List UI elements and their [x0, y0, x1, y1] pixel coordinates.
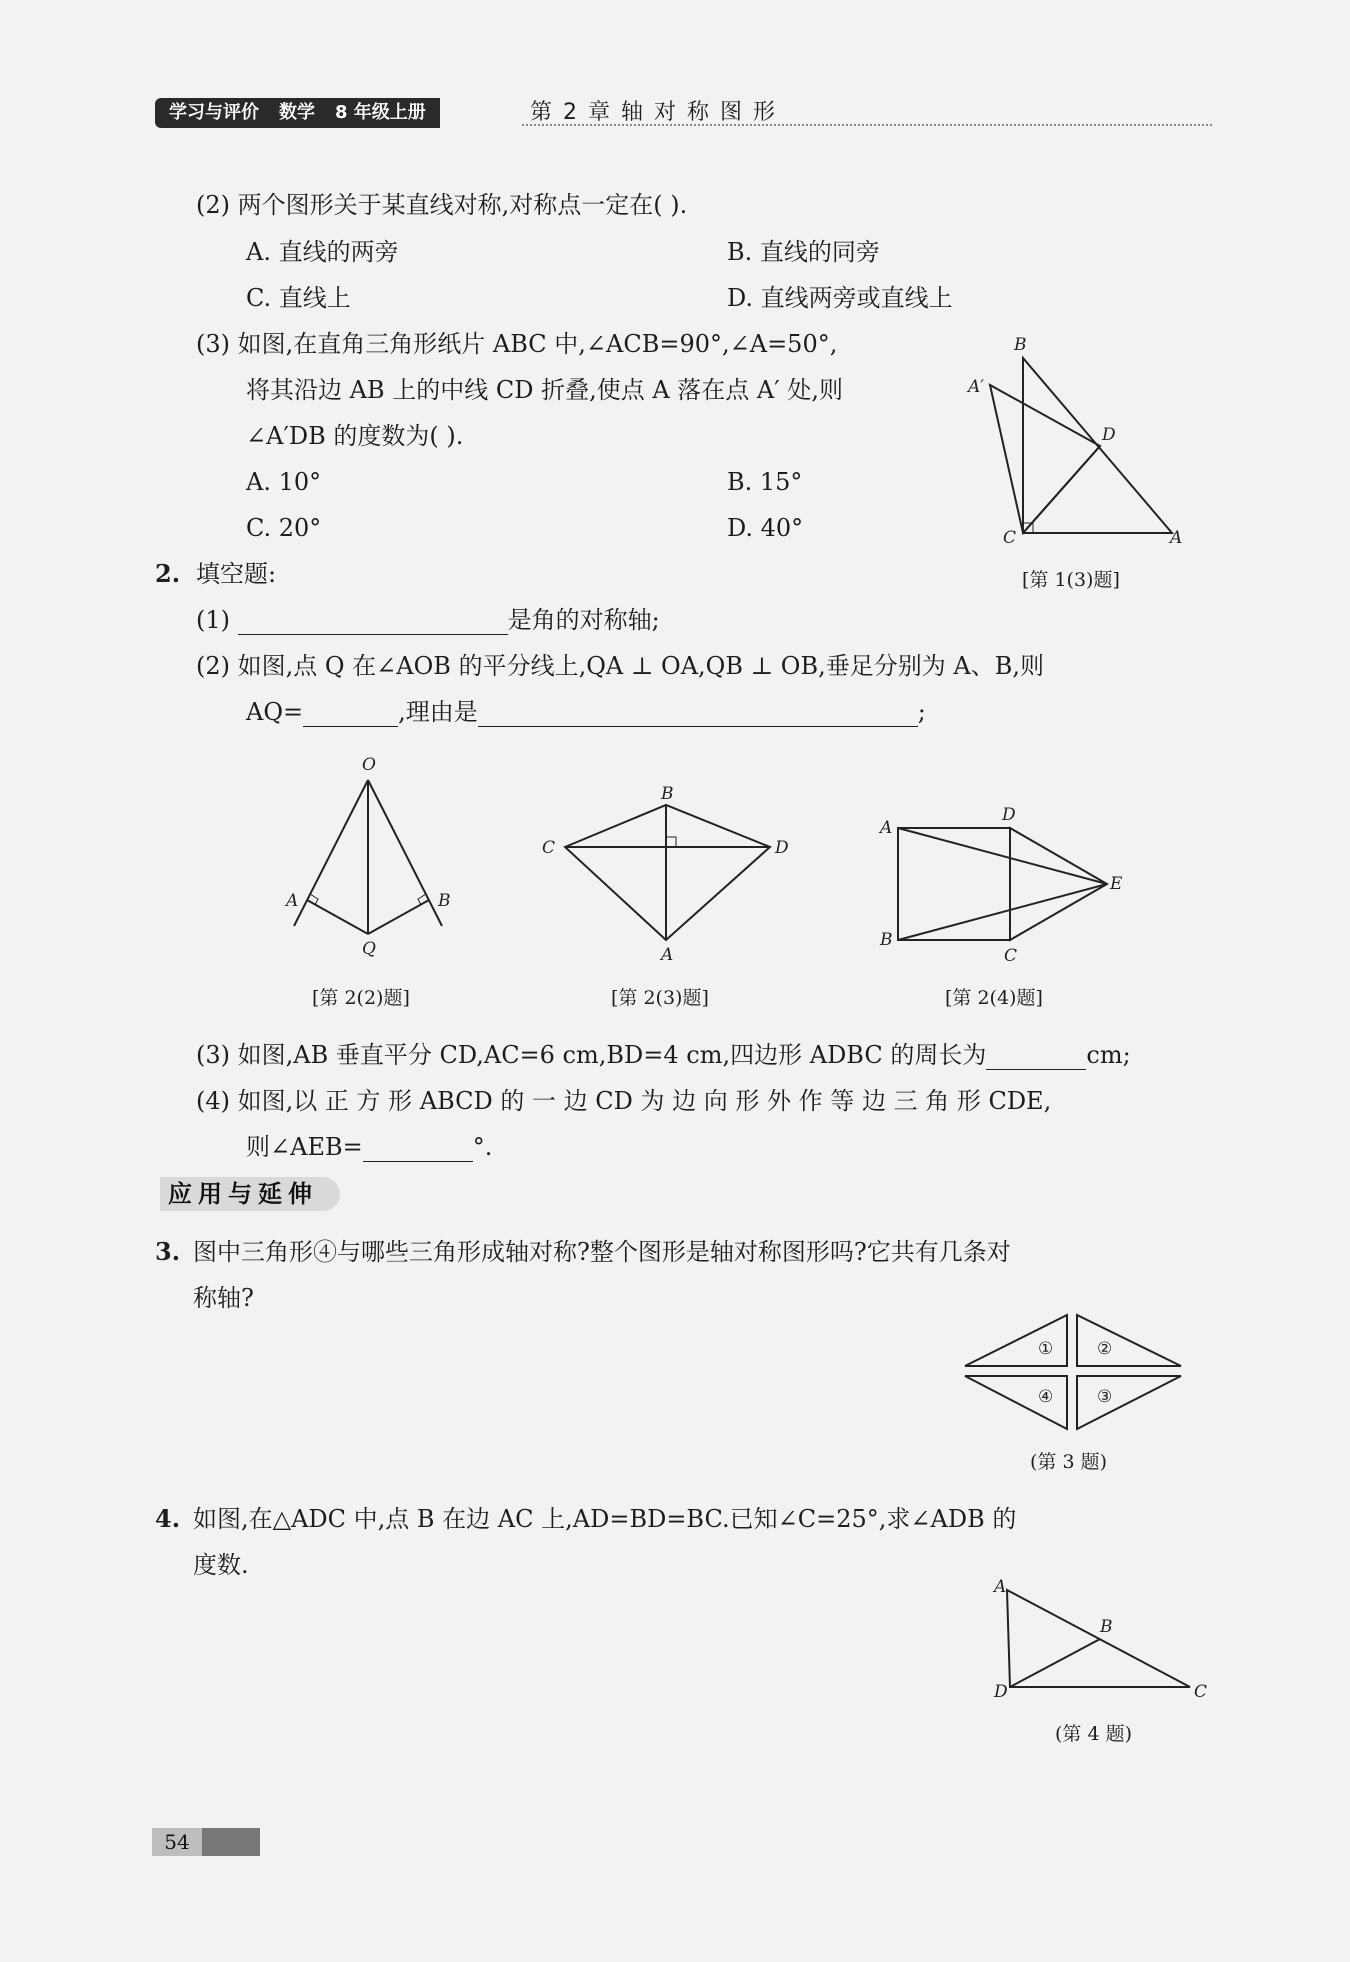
- q2-2-line1: (2) 如图,点 Q 在∠AOB 的平分线上,QA ⊥ OA,QB ⊥ OB,垂足分别为 A、B,则: [196, 652, 1044, 680]
- q2-1-answer-blank[interactable]: [238, 608, 508, 635]
- q1-3-line3: ∠A′DB 的度数为( ).: [246, 422, 464, 450]
- segment-bd: [1010, 1639, 1100, 1687]
- q2-4-suffix: °.: [472, 1133, 493, 1161]
- header-rule: [522, 124, 1212, 126]
- q3-number: 3.: [155, 1237, 181, 1266]
- q2-title: 填空题:: [196, 560, 277, 588]
- label-4: ④: [1038, 1387, 1054, 1407]
- folded-triangle: [990, 385, 1100, 533]
- figure-2-2: [270, 750, 470, 970]
- segment-be: [898, 884, 1107, 940]
- q2-4-prefix: 则∠AEB=: [246, 1133, 363, 1161]
- q2-2-aq: AQ=: [246, 698, 304, 726]
- q2-1-row: [196, 605, 660, 635]
- triangle-3: [1077, 1376, 1181, 1429]
- book-subject: 数学: [279, 102, 315, 123]
- q1-3-option-d: D. 40°: [727, 514, 804, 542]
- segment-bq: [368, 900, 429, 934]
- triangle-2: [1077, 1315, 1181, 1366]
- square-abcd: [898, 828, 1010, 940]
- q2-4-blank[interactable]: [363, 1135, 473, 1162]
- label-b: B: [661, 785, 674, 804]
- ray-ob: [368, 780, 442, 926]
- q2-3-unit: cm;: [1086, 1041, 1131, 1069]
- q1-2-option-b: B. 直线的同旁: [727, 238, 880, 266]
- label-d: D: [994, 1682, 1008, 1702]
- book-grade: 8 年级上册: [335, 102, 426, 123]
- figure-2-4: [870, 805, 1140, 975]
- q2-4-line2: [246, 1132, 492, 1162]
- q2-2-aq-blank[interactable]: [303, 700, 398, 727]
- triangle-adc: [1007, 1590, 1190, 1687]
- q1-3-option-b: B. 15°: [727, 468, 803, 496]
- q1-3-line2: 将其沿边 AB 上的中线 CD 折叠,使点 A 落在点 A′ 处,则: [246, 376, 843, 404]
- ray-oa: [294, 780, 368, 926]
- q4-line2: 度数.: [193, 1551, 249, 1579]
- caption-fig-2-2: [第 2(2)题]: [312, 987, 410, 1009]
- label-a: A: [880, 818, 893, 838]
- label-b: B: [1100, 1617, 1113, 1637]
- label-c: C: [1194, 1682, 1208, 1702]
- label-o: O: [362, 755, 376, 775]
- q1-3-line1: (3) 如图,在直角三角形纸片 ABC 中,∠ACB=90°,∠A=50°,: [196, 330, 838, 358]
- q2-1-suffix: 是角的对称轴;: [507, 606, 660, 634]
- label-b: B: [438, 891, 451, 911]
- figure-2-3: [530, 785, 800, 965]
- q2-2-reason: ,理由是: [398, 698, 478, 726]
- segment-aq: [307, 900, 368, 934]
- median-cd: [1023, 446, 1100, 533]
- caption-fig-4: (第 4 题): [1055, 1723, 1132, 1745]
- label-3: ③: [1097, 1387, 1113, 1407]
- book-series: 学习与评价: [169, 102, 259, 123]
- q2-number: 2.: [155, 559, 181, 588]
- label-c: C: [542, 838, 556, 858]
- label-a: A: [994, 1577, 1007, 1597]
- label-e: E: [1110, 874, 1123, 894]
- q2-3-text: (3) 如图,AB 垂直平分 CD,AC=6 cm,BD=4 cm,四边形 ADBC 的周长为: [196, 1041, 987, 1069]
- label-d: D: [1102, 425, 1116, 445]
- figure-1-3: [960, 330, 1200, 550]
- label-b: B: [1014, 335, 1027, 355]
- q1-2-option-a: A. 直线的两旁: [246, 238, 399, 266]
- label-a: A: [286, 891, 299, 911]
- caption-fig-3: (第 3 题): [1030, 1451, 1107, 1473]
- q1-2-option-c: C. 直线上: [246, 284, 351, 312]
- q1-2-stem: (2) 两个图形关于某直线对称,对称点一定在( ).: [196, 191, 688, 219]
- label-c: C: [1004, 946, 1018, 966]
- figure-4: [980, 1570, 1210, 1710]
- section-title: 应用与延伸: [160, 1177, 340, 1211]
- caption-fig-1-3: [第 1(3)题]: [1022, 569, 1120, 591]
- label-a: A: [1170, 528, 1183, 548]
- label-1: ①: [1038, 1339, 1054, 1359]
- q1-3-option-c: C. 20°: [246, 514, 322, 542]
- chapter-title: 第 2 章 轴 对 称 图 形: [530, 100, 777, 125]
- label-d: D: [775, 838, 789, 858]
- q1-3-option-a: A. 10°: [246, 468, 322, 496]
- label-d: D: [1002, 805, 1016, 825]
- q1-2-option-d: D. 直线两旁或直线上: [727, 284, 953, 312]
- q2-3-row: [196, 1040, 1131, 1070]
- label-q: Q: [362, 939, 376, 959]
- q4-line1: 如图,在△ADC 中,点 B 在边 AC 上,AD=BD=BC.已知∠C=25°,求∠ADB 的: [193, 1505, 1017, 1533]
- q2-2-line2: [246, 697, 926, 727]
- page-number: 54: [152, 1828, 202, 1856]
- q2-4-line1: (4) 如图,以 正 方 形 ABCD 的 一 边 CD 为 边 向 形 外 作 等 边 三 角 形 CDE,: [196, 1087, 1052, 1115]
- q3-line2: 称轴?: [193, 1284, 254, 1312]
- q3-line1: 图中三角形④与哪些三角形成轴对称?整个图形是轴对称图形吗?它共有几条对: [193, 1238, 1011, 1266]
- label-a: A: [661, 945, 674, 965]
- caption-fig-2-4: [第 2(4)题]: [945, 987, 1043, 1009]
- segment-ae: [898, 828, 1107, 884]
- label-c: C: [1003, 528, 1017, 548]
- figure-3: [955, 1305, 1195, 1435]
- label-2: ②: [1097, 1339, 1113, 1359]
- triangle-cde: [1010, 828, 1107, 940]
- book-banner: [155, 98, 440, 128]
- label-b: B: [880, 930, 893, 950]
- q2-3-blank[interactable]: [986, 1043, 1086, 1070]
- q2-1-prefix: (1): [196, 606, 230, 634]
- q2-2-end: ;: [917, 698, 926, 726]
- caption-fig-2-3: [第 2(3)题]: [611, 987, 709, 1009]
- label-a-prime: A′: [968, 377, 985, 397]
- right-angle-mark: [666, 837, 676, 847]
- q4-number: 4.: [155, 1504, 181, 1533]
- quad-cbda: [565, 805, 770, 940]
- q2-2-reason-blank[interactable]: [478, 700, 918, 727]
